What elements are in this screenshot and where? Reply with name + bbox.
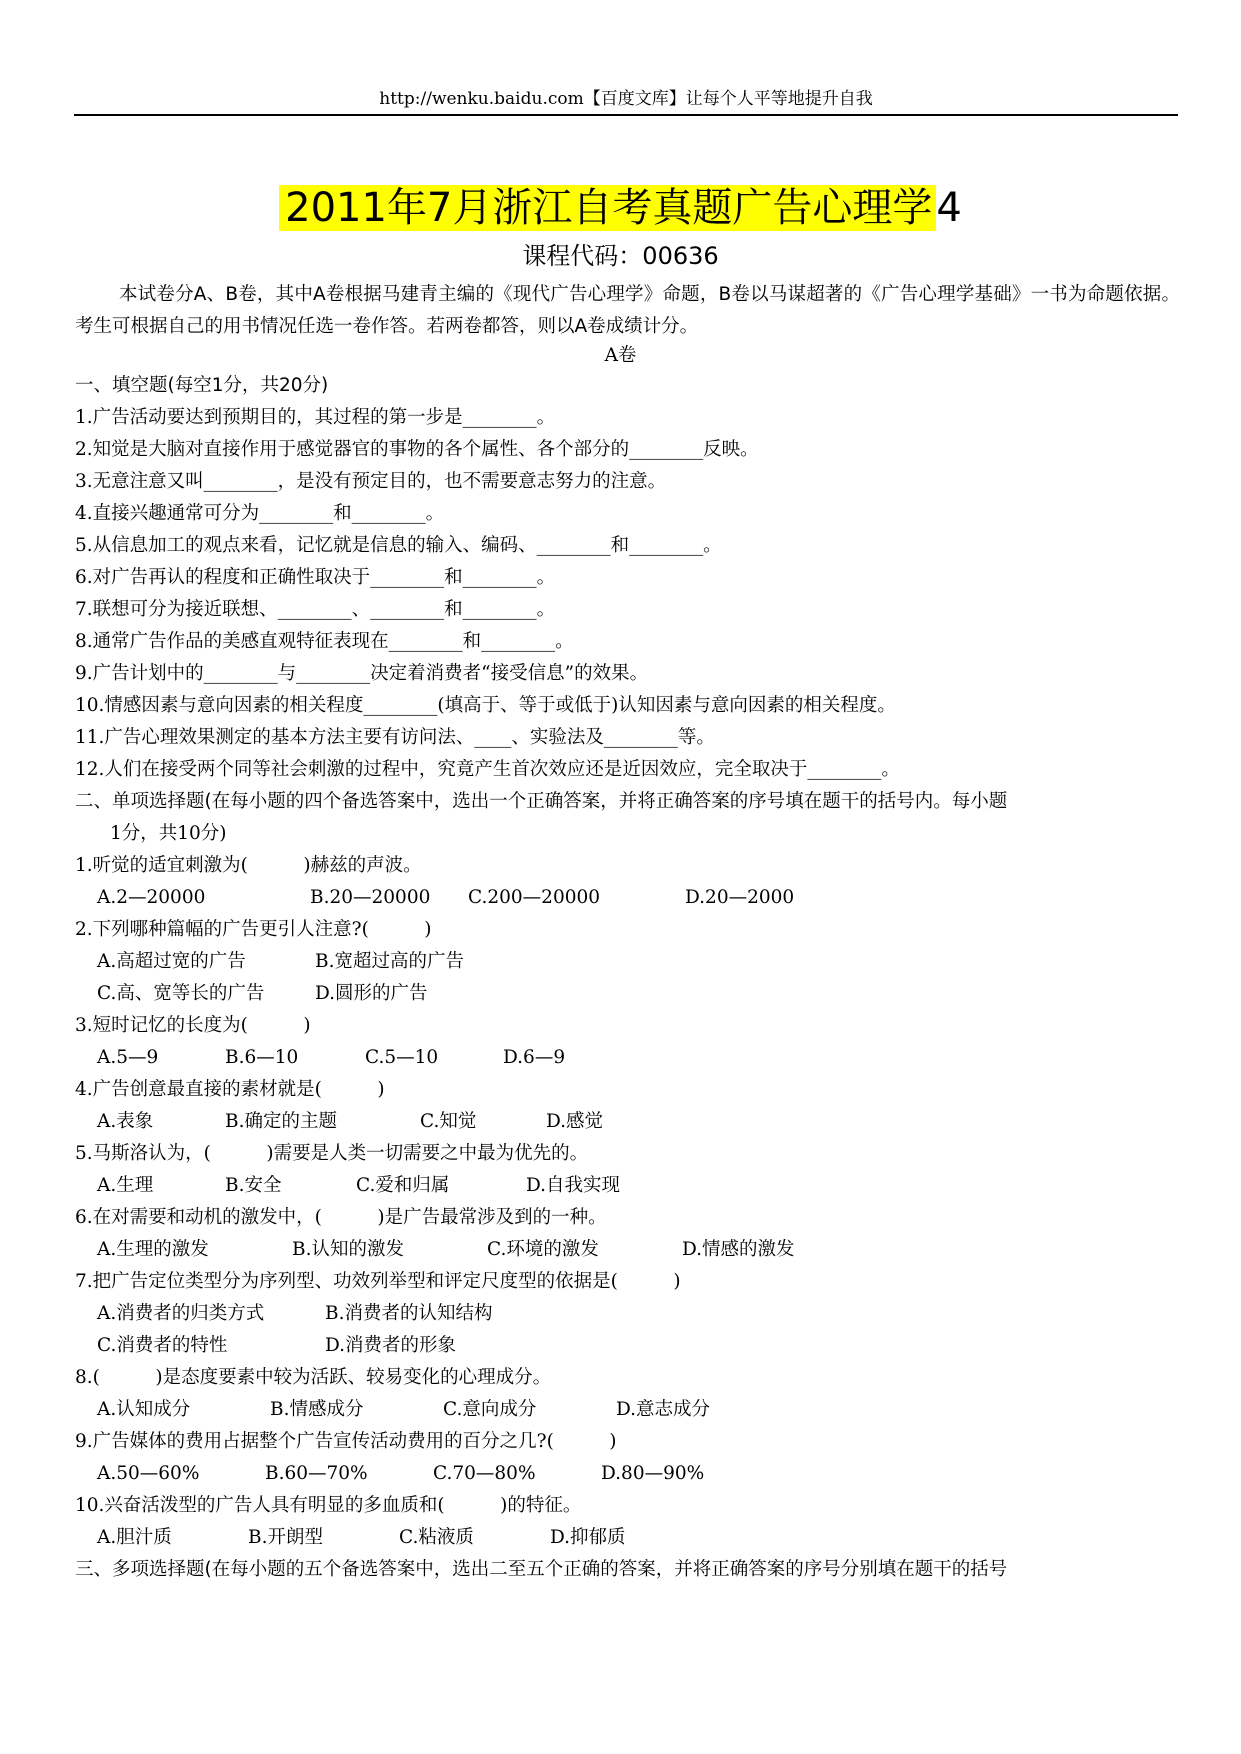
choice-question-6: 6.在对需要和动机的激发中，( )是广告最常涉及到的一种。 <box>75 1207 607 1228</box>
option-b: B.6—10 <box>225 1047 299 1068</box>
intro-paragraph: 本试卷分A、B卷，其中A卷根据马建青主编的《现代广告心理学》命题，B卷以马谋超著的《广告心理学基础》一书为命题依据。考生可根据自己的用书情况任选一卷作答。若两卷都答，则以A卷成绩计分。 <box>75 284 1180 337</box>
choice-options-4 <box>97 1109 603 1135</box>
page-title <box>0 182 1241 234</box>
choice-options-2 <box>97 949 464 975</box>
option-b: B.情感成分 <box>270 1399 364 1420</box>
option-a: A.50—60% <box>97 1463 200 1484</box>
fill-question-6: 6.对广告再认的程度和正确性取决于________和________。 <box>75 567 556 588</box>
option-a: A.胆汁质 <box>97 1527 172 1548</box>
option-a: A.表象 <box>97 1111 154 1132</box>
choice-options-6 <box>97 1237 795 1263</box>
fill-question-7: 7.联想可分为接近联想、________、________和________。 <box>75 599 556 620</box>
fill-question-11: 11.广告心理效果测定的基本方法主要有访问法、____、实验法及________等。 <box>75 727 715 748</box>
option-b: B.60—70% <box>265 1463 368 1484</box>
choice-options-7 <box>97 1301 492 1327</box>
choice-options-9 <box>97 1461 704 1487</box>
section2-heading: 二、单项选择题(在每小题的四个备选答案中，选出一个正确答案，并将正确答案的序号填在题干的括号内。每小题 <box>75 791 1008 812</box>
option-a: A.生理 <box>97 1175 154 1196</box>
fill-question-2: 2.知觉是大脑对直接作用于感觉器官的事物的各个属性、各个部分的________反映。 <box>75 439 759 460</box>
fill-question-12: 12.人们在接受两个同等社会刺激的过程中，究竟产生首次效应还是近因效应，完全取决于________。 <box>75 759 900 780</box>
option-c: C.意向成分 <box>443 1399 537 1420</box>
option-a: A.生理的激发 <box>97 1239 209 1260</box>
choice-question-5: 5.马斯洛认为，( )需要是人类一切需要之中最为优先的。 <box>75 1143 589 1164</box>
choice-question-7: 7.把广告定位类型分为序列型、功效列举型和评定尺度型的依据是( ) <box>75 1271 681 1292</box>
option-d: D.抑郁质 <box>550 1527 626 1548</box>
section3-heading: 三、多项选择题(在每小题的五个备选答案中，选出二至五个正确的答案，并将正确答案的序号分别填在题干的括号 <box>75 1559 1008 1580</box>
option-c: C.环境的激发 <box>487 1239 599 1260</box>
section2-heading-cont: 1分，共10分) <box>110 823 227 844</box>
title-highlighted: 2011年7月浙江自考真题广告心理学 <box>279 185 936 231</box>
option-c: C.70—80% <box>433 1463 536 1484</box>
choice-question-4: 4.广告创意最直接的素材就是( ) <box>75 1079 385 1100</box>
section1-heading: 一、填空题(每空1分，共20分) <box>75 375 329 396</box>
option-c: C.爱和归属 <box>356 1175 450 1196</box>
choice-options-1 <box>97 885 794 911</box>
header-url-text: http://wenku.baidu.com【百度文库】让每个人平等地提升自我 <box>379 89 873 109</box>
choice-options-5 <box>97 1173 620 1199</box>
title-suffix: 4 <box>936 185 962 231</box>
fill-question-8: 8.通常广告作品的美感直观特征表现在________和________。 <box>75 631 574 652</box>
option-b: B.确定的主题 <box>225 1111 337 1132</box>
choice-options-2b <box>97 981 428 1007</box>
choice-question-10: 10.兴奋活泼型的广告人具有明显的多血质和( )的特征。 <box>75 1495 582 1516</box>
option-c: C.200—20000 <box>468 887 601 908</box>
fill-question-3: 3.无意注意又叫________，是没有预定目的，也不需要意志努力的注意。 <box>75 471 667 492</box>
fill-question-4: 4.直接兴趣通常可分为________和________。 <box>75 503 445 524</box>
fill-question-5: 5.从信息加工的观点来看，记忆就是信息的输入、编码、________和________。 <box>75 535 722 556</box>
option-b: B.20—20000 <box>310 887 431 908</box>
option-c: C.粘液质 <box>399 1527 474 1548</box>
option-d: D.意志成分 <box>616 1399 711 1420</box>
choice-options-8 <box>97 1397 710 1423</box>
course-code: 课程代码：00636 <box>522 242 719 270</box>
option-a: A.5—9 <box>97 1047 159 1068</box>
option-d: D.20—2000 <box>685 887 795 908</box>
option-d: D.自我实现 <box>526 1175 621 1196</box>
option-a: A.消费者的归类方式 <box>97 1303 265 1324</box>
choice-question-8: 8.( )是态度要素中较为活跃、较易变化的心理成分。 <box>75 1367 552 1388</box>
option-d: D.80—90% <box>601 1463 705 1484</box>
choice-question-1: 1.听觉的适宜刺激为( )赫兹的声波。 <box>75 855 422 876</box>
option-d: D.6—9 <box>503 1047 566 1068</box>
fill-question-10: 10.情感因素与意向因素的相关程度________(填高于、等于或低于)认知因素与意向因素的相关程度。 <box>75 695 896 716</box>
choice-question-2: 2.下列哪种篇幅的广告更引人注意?( ) <box>75 919 432 940</box>
option-b: B.宽超过高的广告 <box>315 951 464 972</box>
choice-options-3 <box>97 1045 565 1071</box>
option-d: D.感觉 <box>546 1111 604 1132</box>
fill-question-9: 9.广告计划中的________与________决定着消费者“接受信息”的效果。 <box>75 663 649 684</box>
option-d: D.情感的激发 <box>682 1239 795 1260</box>
header-divider <box>74 114 1178 116</box>
option-b: B.安全 <box>225 1175 282 1196</box>
choice-question-9: 9.广告媒体的费用占据整个广告宣传活动费用的百分之几?( ) <box>75 1431 617 1452</box>
choice-question-3: 3.短时记忆的长度为( ) <box>75 1015 311 1036</box>
choice-options-7b <box>97 1333 456 1359</box>
choice-options-10 <box>97 1525 626 1551</box>
option-a: A.认知成分 <box>97 1399 191 1420</box>
fill-question-1: 1.广告活动要达到预期目的，其过程的第一步是________。 <box>75 407 556 428</box>
option-b: B.消费者的认知结构 <box>325 1303 493 1324</box>
volume-label: A卷 <box>604 345 637 366</box>
option-c: C.消费者的特性 <box>97 1335 228 1356</box>
option-a: A.2—20000 <box>97 887 206 908</box>
option-c: C.知觉 <box>420 1111 477 1132</box>
option-c: C.高、宽等长的广告 <box>97 983 265 1004</box>
option-c: C.5—10 <box>365 1047 439 1068</box>
option-b: B.开朗型 <box>248 1527 323 1548</box>
option-b: B.认知的激发 <box>292 1239 404 1260</box>
option-d: D.消费者的形象 <box>325 1335 457 1356</box>
option-d: D.圆形的广告 <box>315 983 428 1004</box>
option-a: A.高超过宽的广告 <box>97 951 246 972</box>
